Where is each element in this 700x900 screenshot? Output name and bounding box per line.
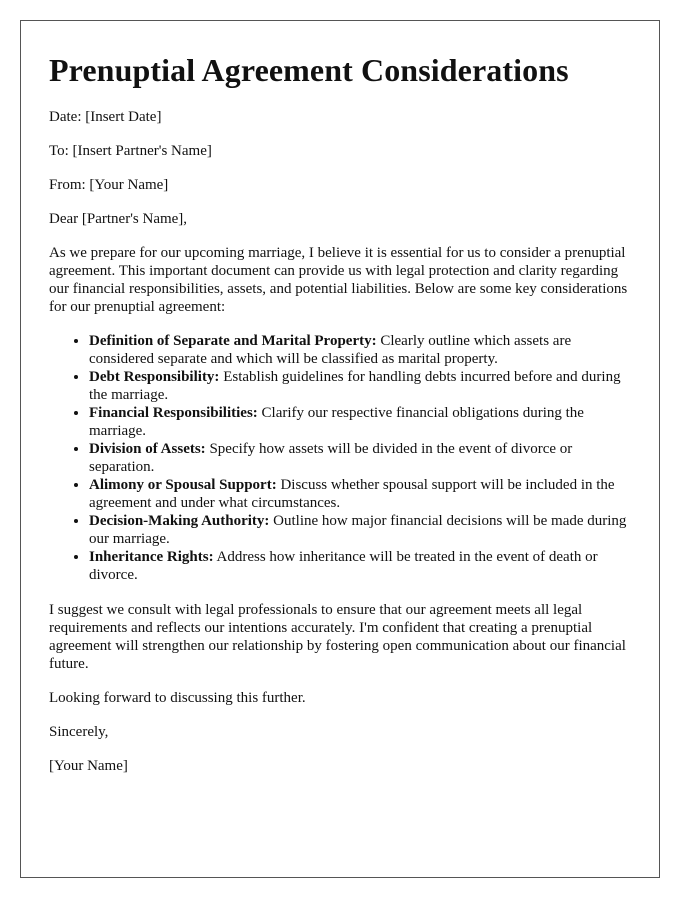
consideration-term: Alimony or Spousal Support: <box>89 477 277 493</box>
list-item <box>89 368 631 404</box>
consideration-text: Address how inheritance will be treated in the event of death or divorce. <box>89 549 598 583</box>
list-item <box>89 548 631 584</box>
consideration-term: Financial Responsibilities: <box>89 405 258 421</box>
list-item <box>89 512 631 548</box>
closing-paragraph: I suggest we consult with legal professionals to ensure that our agreement meets all legal requirements and reflects our intentions accurately. I'm confident that creating a prenuptial agreement will strengthen our relationship by fostering open communication about our financial future. <box>49 602 626 672</box>
consideration-text: Establish guidelines for handling debts incurred before and during the marriage. <box>89 369 621 403</box>
letter-title: Prenuptial Agreement Considerations <box>49 52 569 88</box>
intro-paragraph: As we prepare for our upcoming marriage, I believe it is essential for us to consider a prenuptial agreement. This important document can provide us with legal protection and clarity regarding our financial responsibilities, assets, and potential liabilities. Below are some key considerations for our prenuptial agreement: <box>49 245 628 315</box>
list-item <box>89 476 631 512</box>
to-line: To: [Insert Partner's Name] <box>49 143 212 159</box>
considerations-list <box>49 332 631 584</box>
consideration-text: Clearly outline which assets are considered separate and which will be classified as marital property. <box>89 333 572 367</box>
salutation: Dear [Partner's Name], <box>49 211 188 227</box>
consideration-term: Debt Responsibility: <box>89 369 220 385</box>
list-item <box>89 332 631 368</box>
consideration-text: Specify how assets will be divided in the event of divorce or separation. <box>89 441 573 475</box>
consideration-text: Clarify our respective financial obligations during the marriage. <box>89 405 584 439</box>
from-line: From: [Your Name] <box>49 177 169 193</box>
looking-forward-line: Looking forward to discussing this further. <box>49 690 306 706</box>
list-item <box>89 404 631 440</box>
consideration-term: Decision-Making Authority: <box>89 513 270 529</box>
consideration-term: Inheritance Rights: <box>89 549 214 565</box>
consideration-term: Division of Assets: <box>89 441 206 457</box>
letter-page <box>20 20 660 878</box>
sign-off: Sincerely, <box>49 724 109 740</box>
consideration-text: Outline how major financial decisions will be made during our marriage. <box>89 513 627 547</box>
consideration-text: Discuss whether spousal support will be included in the agreement and under what circumstances. <box>89 477 615 511</box>
list-item <box>89 440 631 476</box>
signature: [Your Name] <box>49 758 128 774</box>
consideration-term: Definition of Separate and Marital Property: <box>89 333 377 349</box>
date-line: Date: [Insert Date] <box>49 109 162 125</box>
